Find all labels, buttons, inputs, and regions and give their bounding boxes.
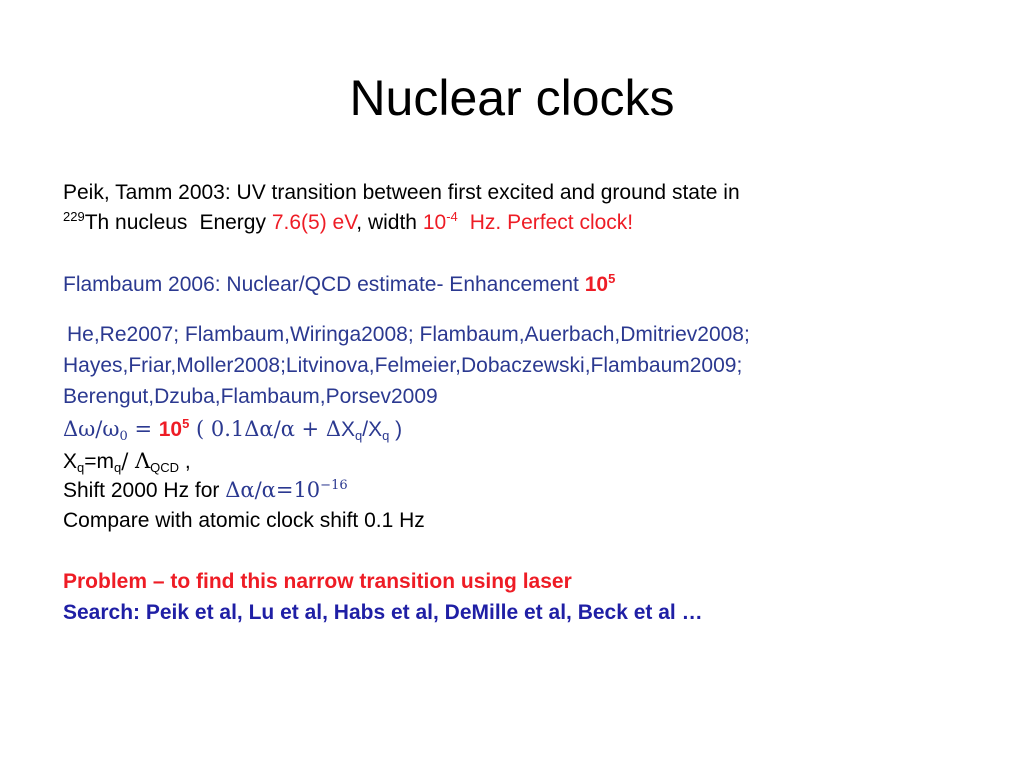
search-line: Search: Peik et al, Lu et al, Habs et al, DeMille et al, Beck et al … (63, 601, 703, 624)
shift-expression: $\Delta\alpha/\alpha=10^{-16}$ (225, 478, 348, 502)
enhancement-value: $10^5$ (584, 271, 616, 296)
formula-xq: $X_q/X_q$ ) (340, 418, 403, 443)
peik-line-2 (63, 210, 633, 236)
formula-lhs: $\Delta\omega/\omega_0$ = (63, 417, 159, 444)
refs-line-2: Hayes,Friar,Moller2008;Litvinova,Felmeier,Dobaczewski,Flambaum2009; (63, 354, 743, 377)
formula-paren: ( 0.1Δα/α + Δ (189, 417, 341, 441)
problem-line: Problem – to find this narrow transition using laser (63, 570, 572, 593)
formula-enhancement: $10^5$ (158, 416, 190, 441)
peik-line-1 (63, 180, 740, 206)
shift-text: Shift 2000 Hz for (63, 479, 226, 502)
nucleus-label: Th nucleus (84, 211, 188, 234)
energy-label: Energy (199, 211, 266, 234)
shift-line (63, 477, 348, 504)
isotope-mass: 229 (63, 209, 85, 224)
peik-text: Peik, Tamm 2003: UV transition between first excited and ground state in (63, 181, 740, 204)
refs-line-3: Berengut,Dzuba,Flambaum,Porsev2009 (63, 385, 438, 408)
width-unit: Hz. Perfect clock! (469, 211, 634, 234)
formula-line (63, 416, 402, 443)
xq-definition: $X_q=m_q/$ $\Lambda_{QCD}$ , (63, 449, 191, 475)
flambaum-2006-text: Flambaum 2006: Nuclear/QCD estimate- Enhancement (63, 273, 579, 296)
width-label: , width (356, 211, 417, 234)
refs-line-1: He,Re2007; Flambaum,Wiringa2008; Flambaum,Auerbach,Dmitriev2008; (67, 323, 750, 346)
compare-line: Compare with atomic clock shift 0.1 Hz (63, 509, 425, 532)
slide-title: Nuclear clocks (349, 70, 675, 126)
width-value: $10^{-4}$ (422, 209, 458, 234)
energy-value: 7.6(5) eV (271, 211, 357, 234)
flambaum-2006-line (63, 272, 615, 298)
